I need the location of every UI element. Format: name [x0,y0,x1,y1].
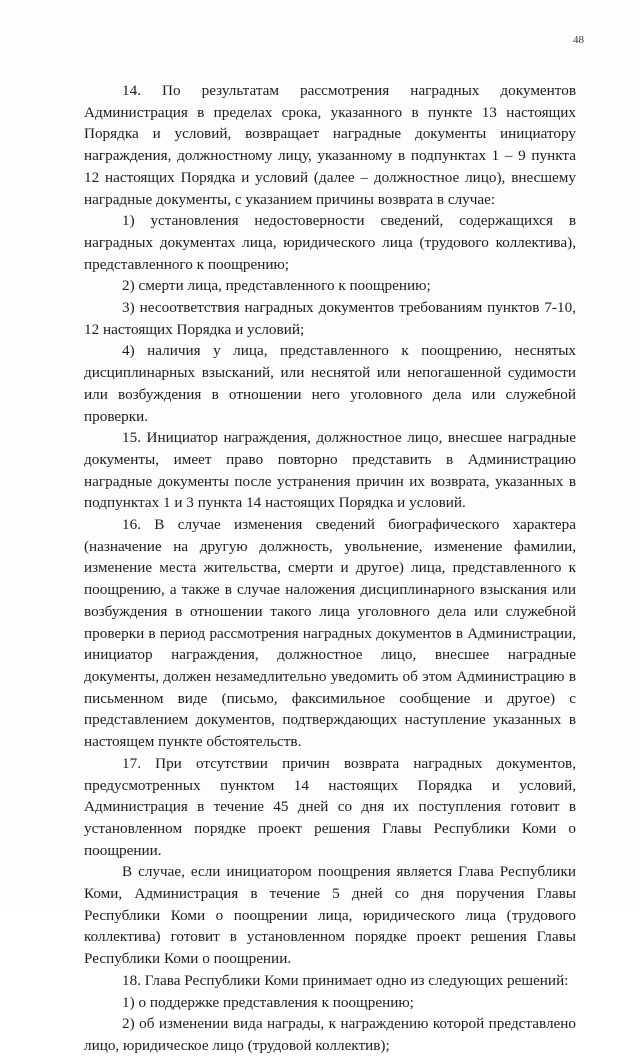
paragraph-15: 15. Инициатор награждения, должностное лицо, внесшее наградные документы, имеет право повторно представить в Администрацию наградные документы после устранения причин их возврата, указанных в подпунктах 1 и 3 пункта 14 настоящих Порядка и условий. [84,429,576,512]
paragraph-18-item-2: 2) об изменении вида награды, к награждению которой представлено лицо, юридическое лицо (трудовой коллектив); [84,1015,576,1054]
paragraph-14-item-3: 3) несоответствия наградных документов требованиям пунктов 7-10, 12 настоящих Порядка и условий; [84,299,576,338]
paragraph-14-item-4: 4) наличия у лица, представленного к поощрению, неснятых дисциплинарных взысканий, или неснятой или непогашенной судимости или возбуждения в отношении него уголовного дела или служебной проверки. [84,342,576,425]
paragraph-14-item-2: 2) смерти лица, представленного к поощрению; [122,277,431,295]
paragraph-14: 14. По результатам рассмотрения наградных документов Администрация в пределах срока, указанного в пункте 13 настоящих Порядка и условий, возвращает наградные документы инициатору награждения, должностному лицу, указанному в подпунктах 1 – 9 пункта 12 настоящих Порядка и условий (далее – должностное лицо), внесшему наградные документы, с указанием причины возврата в случае: [84,82,576,208]
paragraph-16: 16. В случае изменения сведений биографического характера (назначение на другую должность, увольнение, изменение фамилии, изменение места жительства, смерти и другое) лица, представленного к поощрению, а также в случае наложения дисциплинарного взыскания или возбуждения в отношении такого лица уголовного дела или служебной проверки в период рассмотрения наградных документов в Администрации, инициатор награждения, должностное лицо, внесшее наградные документы, должен незамедлительно уведомить об этом Администрацию в письменном виде (письмо, факсимильное сообщение и другое) с представлением документов, подтверждающих наступление указанных в настоящем пункте обстоятельств. [84,516,576,751]
paragraph-14-item-1: 1) установления недостоверности сведений, содержащихся в наградных документах лица, юридического лица (трудового коллектива), представленного к поощрению; [84,212,576,273]
paragraph-18-item-1: 1) о поддержке представления к поощрению; [122,993,414,1011]
paragraph-18: 18. Глава Республики Коми принимает одно из следующих решений: [122,971,569,989]
paragraph-17-continuation: В случае, если инициатором поощрения является Глава Республики Коми, Администрация в течение 5 дней со дня поручения Главы Республики Коми о поощрении лица, юридического лица (трудового коллектива) готовит в установленном порядке проект решения Главы Республики Коми о поощрении. [84,863,576,968]
paragraph-17: 17. При отсутствии причин возврата наградных документов, предусмотренных пунктом 14 настоящих Порядка и условий, Администрация в течение 45 дней со дня их поступления готовит в установленном порядке проект решения Главы Республики Коми о поощрении. [84,754,576,859]
page-number: 48 [573,34,584,46]
document-body [84,80,576,1057]
